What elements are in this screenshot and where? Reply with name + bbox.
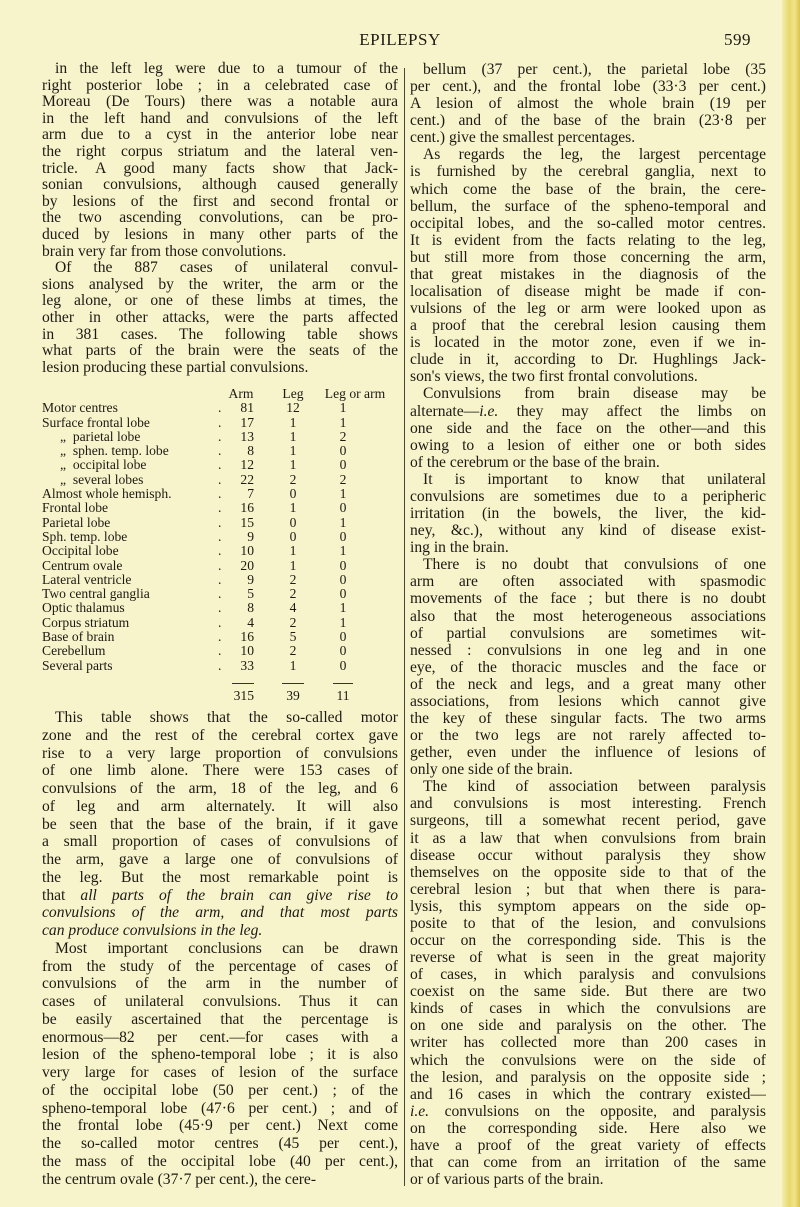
leg-or-arm-count: 1: [339, 486, 347, 502]
leg-or-arm-count: 1: [339, 600, 347, 616]
leader-dots: .: [218, 571, 222, 587]
table-row: [42, 444, 398, 458]
text-line: what parts of the brain were the seats of the: [42, 343, 398, 360]
total-rule-leg: [282, 683, 304, 684]
row-label: Surface frontal lobe: [42, 414, 150, 430]
arm-count: 9: [247, 571, 254, 587]
leg-count: 0: [289, 528, 297, 544]
row-label: „ occipital lobe: [60, 457, 147, 473]
text-line: the key of these singular facts. The two arms: [410, 709, 766, 727]
row-label: Parietal lobe: [42, 514, 111, 530]
leg-count: 12: [286, 400, 300, 416]
text-line: It is evident from the facts relating to the leg,: [410, 231, 766, 249]
leg-or-arm-count: 1: [339, 543, 347, 559]
arm-count: 7: [247, 486, 254, 502]
text-line: right posterior lobe ; in a celebrated case of: [42, 77, 398, 94]
arm-count: 4: [247, 614, 254, 630]
text-line: in the left hand and convulsions of the left: [42, 110, 398, 127]
text-line: enormous—82 per cent.—for cases with a: [42, 1028, 398, 1046]
text-line: This table shows that the so-called motor: [55, 709, 398, 726]
table-row: [42, 559, 398, 573]
text-line: leg alone, or one of these limbs at times, the: [42, 293, 398, 310]
text-line: but still more from those concerning the arm,: [410, 248, 766, 266]
text-line: of the neck and legs, and a great many other: [410, 675, 766, 693]
text-line: of cases, in which paralysis and convulsions: [410, 966, 766, 984]
text-line: Moreau (De Tours) there was a notable aura: [42, 94, 398, 111]
arm-count: 15: [240, 514, 254, 530]
table-row: [42, 616, 398, 630]
leg-count: 1: [289, 457, 297, 473]
leader-dots: .: [218, 500, 222, 516]
text-line: owing to a lesion of either one or both sides: [410, 436, 766, 454]
text-line: one side and the face on the other—and this: [410, 419, 766, 437]
row-label: Two central ganglia: [42, 586, 150, 602]
page-binding-edge: [782, 0, 800, 1207]
text-line: the frontal lobe (45·9 per cent.) Next come: [42, 1117, 398, 1135]
text-line: The kind of association between paralysis: [423, 778, 766, 796]
text-line: and convulsions is most interesting. French: [410, 795, 766, 813]
totals-rules: [42, 673, 398, 689]
italic-text: convulsions of the arm, and that most parts: [42, 904, 398, 922]
total-rule-either: [333, 683, 353, 684]
text-line: [42, 887, 398, 905]
table-row: [42, 416, 398, 430]
text-line: of one limb alone. There were 153 cases of: [42, 762, 398, 780]
leader-dots: .: [218, 643, 222, 659]
text-line: Of the 887 cases of unilateral convul-: [55, 260, 398, 277]
text-line: reverse of what is seen in the great majority: [410, 949, 766, 967]
text-line: sonian convulsions, although caused generally: [42, 177, 398, 194]
row-label: Base of brain: [42, 629, 115, 645]
row-label: Motor centres: [42, 400, 118, 416]
text-line: lesion producing these partial convulsions.: [42, 359, 309, 376]
leg-count: 2: [289, 614, 297, 630]
text-line: kinds of cases in which the convulsions are: [410, 1000, 766, 1018]
text-line: is furnished by the cerebral ganglia, next to: [410, 163, 766, 181]
table-header-row: [42, 387, 398, 401]
leg-count: 4: [289, 600, 297, 616]
text-line: irritation (in the bowels, the liver, the kid-: [410, 505, 766, 523]
row-label: Optic thalamus: [42, 600, 125, 616]
table-row: [42, 516, 398, 530]
text-line: of leg and arm alternately. It will also: [42, 797, 398, 815]
arm-count: 10: [240, 543, 254, 559]
leader-dots: .: [218, 543, 222, 559]
left-column-bottom-text: [42, 709, 398, 1188]
text-line: by lesions of the first and second frontal or: [42, 193, 398, 210]
leg-count: 1: [289, 543, 297, 559]
leg-or-arm-count: 1: [339, 514, 347, 530]
leader-dots: .: [218, 457, 222, 473]
text-line: themselves on the opposite side to that of the: [410, 863, 766, 881]
table-row: [42, 544, 398, 558]
left-column-top-text: [42, 61, 398, 376]
leg-or-arm-count: 0: [339, 500, 347, 516]
text-line: of partial convulsions are sometimes wit-: [410, 624, 766, 642]
total-rule-arm: [232, 683, 254, 684]
row-label: „ parietal lobe: [60, 428, 141, 444]
italic-text: i.e.: [410, 1102, 430, 1120]
text-line: it as a law that when convulsions from brain: [410, 829, 766, 847]
text-line: gether, even under the influence of lesions of: [410, 744, 766, 762]
text-line: nessed : convulsions in one leg and in one: [410, 641, 766, 659]
text-line: in 381 cases. The following table shows: [42, 326, 398, 343]
text-line: occur on the corresponding side. This is the: [410, 931, 766, 949]
text-line: on one side and paralysis on the other. The: [410, 1017, 766, 1035]
text-line: the lesion, and paralysis on the opposite side ;: [410, 1068, 766, 1086]
leg-or-arm-count: 0: [339, 457, 347, 473]
text-line: brain very far from those convolutions.: [42, 243, 287, 260]
leader-dots: .: [218, 629, 222, 645]
leader-dots: .: [218, 657, 222, 673]
text-line: from the study of the percentage of cases of: [42, 957, 398, 975]
text-line: lysis, this symptom appears on the side op-: [410, 897, 766, 915]
table-row: [42, 430, 398, 444]
table-row: [42, 630, 398, 644]
table-row: [42, 587, 398, 601]
leg-or-arm-count: 1: [339, 400, 347, 416]
row-label: Corpus striatum: [42, 614, 130, 630]
text-line: of the cerebrum or the base of the brain.: [410, 453, 660, 471]
arm-count: 81: [240, 400, 254, 416]
text-line: have a proof of the great variety of effects: [410, 1136, 766, 1154]
leader-dots: .: [218, 586, 222, 602]
text-line: the right corpus striatum and the lateral ven-: [42, 143, 398, 160]
text-line: the leg. But the most remarkable point is: [42, 868, 398, 886]
leg-or-arm-count: 0: [339, 443, 347, 459]
leg-count: 1: [289, 657, 297, 673]
leg-count: 1: [289, 428, 297, 444]
text-line: eye, of the thoracic muscles and the face or: [410, 658, 766, 676]
totals-row: [42, 689, 398, 703]
text-segment: alternate—: [410, 402, 480, 420]
leader-dots: .: [218, 400, 222, 416]
text-line: ney, &c.), without any kind of disease exist-: [410, 522, 766, 540]
text-line: lesion of the spheno-temporal lobe ; it is also: [42, 1046, 398, 1064]
text-line: in the left leg were due to a tumour of the: [55, 61, 398, 77]
text-line: It is important to know that unilateral: [423, 470, 766, 488]
arm-count: 9: [247, 528, 254, 544]
arm-count: 13: [240, 428, 254, 444]
text-line: [410, 403, 766, 420]
table-row: [42, 458, 398, 472]
arm-count: 12: [240, 457, 254, 473]
arm-count: 8: [247, 600, 254, 616]
leg-or-arm-count: 0: [339, 643, 347, 659]
column-header-leg: Leg: [282, 386, 304, 401]
text-line: very large for cases of lesion of the surface: [42, 1064, 398, 1081]
italic-text: can produce convulsions in the leg.: [42, 922, 263, 939]
arm-count: 10: [240, 643, 254, 659]
text-line: posite to that of the lesion, and convulsions: [410, 914, 766, 932]
table-row: [42, 487, 398, 501]
leg-count: 2: [289, 586, 297, 602]
row-label: Almost whole hemisph.: [42, 486, 172, 502]
table-row: [42, 473, 398, 487]
text-line: or of various parts of the brain.: [410, 1171, 604, 1189]
leader-dots: .: [218, 414, 222, 430]
text-line: son's views, the two first frontal convolutions.: [410, 368, 698, 386]
text-line: the so-called motor centres (45 per cent.),: [42, 1135, 398, 1152]
text-line: a small proportion of cases of convulsions of: [42, 833, 398, 851]
text-line: of the occipital lobe (50 per cent.) ; of the: [42, 1081, 398, 1099]
text-line: As regards the leg, the largest percentage: [423, 146, 766, 164]
text-line: clude in it, according to Dr. Hughlings Jack-: [410, 351, 766, 369]
text-line: There is no doubt that convulsions of one: [423, 556, 766, 574]
text-line: on the corresponding side. Here also we: [410, 1119, 766, 1137]
leg-or-arm-count: 0: [339, 571, 347, 587]
column-header-leg-or-arm: Leg or arm: [324, 386, 386, 401]
italic-text: i.e.: [479, 402, 499, 420]
text-line: which the convulsions were on the side of: [410, 1051, 766, 1069]
text-line: be easily ascertained that the percentage is: [42, 1010, 398, 1028]
leg-or-arm-count: 0: [339, 528, 347, 544]
text-line: is located in the motor zone, even if we in-: [410, 334, 766, 352]
row-label: Cerebellum: [42, 643, 106, 659]
text-line: a proof that the cerebral lesion causing them: [410, 317, 766, 335]
text-line: the arm, gave a large one of convulsions of: [42, 851, 398, 868]
leg-count: 0: [289, 514, 297, 530]
leg-or-arm-count: 0: [339, 657, 347, 673]
leg-or-arm-count: 0: [339, 586, 347, 602]
arm-count: 16: [240, 500, 254, 516]
text-line: surgeons, till a somewhat recent period, gave: [410, 812, 766, 830]
leg-count: 1: [289, 414, 297, 430]
leg-count: 2: [289, 643, 297, 659]
table-row: [42, 530, 398, 544]
text-line: [410, 1103, 766, 1120]
text-line: convulsions are sometimes due to a peripheric: [410, 487, 766, 505]
text-line: arm are often associated with spasmodic: [410, 573, 766, 591]
text-line: [42, 922, 398, 940]
text-line: per cent.), and the frontal lobe (33·3 per cent.): [410, 78, 766, 96]
leg-count: 2: [289, 471, 297, 487]
leader-dots: .: [218, 471, 222, 487]
leg-count: 2: [289, 571, 297, 587]
text-line: cent.) and of the base of the brain (23·8 per: [410, 112, 766, 130]
table-row: [42, 644, 398, 658]
text-line: other in other attacks, were the parts affected: [42, 309, 398, 326]
text-line: convulsions of the arm in the number of: [42, 975, 398, 993]
text-line: rise to a very large proportion of convulsions: [42, 744, 398, 762]
arm-count: 20: [240, 557, 254, 573]
text-segment: convulsions on the opposite, and paralysis: [429, 1102, 766, 1120]
arm-count: 22: [240, 471, 254, 487]
text-line: cerebral lesion ; but that when there is para-: [410, 880, 766, 898]
text-line: that can come from an irritation of the same: [410, 1154, 766, 1171]
text-line: vulsions of the leg or arm were looked upon as: [410, 300, 766, 318]
table-row: [42, 601, 398, 615]
column-header-arm: Arm: [228, 386, 254, 401]
text-segment: that: [42, 886, 81, 904]
text-line: zone and the rest of the cerebral cortex gave: [42, 726, 398, 744]
arm-count: 33: [240, 657, 254, 673]
leg-or-arm-count: 1: [339, 414, 347, 430]
row-label: Several parts: [42, 657, 113, 673]
text-line: movements of the face ; but there is no doubt: [410, 590, 766, 608]
table-body: [42, 401, 398, 673]
text-line: duced by lesions in many other parts of the: [42, 226, 398, 243]
text-line: convulsions of the arm, 18 of the leg, and 6: [42, 780, 398, 797]
row-label: Sph. temp. lobe: [42, 528, 128, 544]
text-line: occipital lobes, and the so-called motor centres.: [410, 214, 766, 232]
text-line: or the two legs are not rarely affected to-: [410, 727, 766, 745]
right-column-text: [410, 61, 766, 1188]
text-line: the centrum ovale (37·7 per cent.), the cere-: [42, 1170, 317, 1188]
arm-count: 16: [240, 629, 254, 645]
row-label: „ several lobes: [60, 471, 144, 487]
running-title: EPILEPSY: [359, 30, 441, 49]
leader-dots: .: [218, 528, 222, 544]
text-line: Most important conclusions can be drawn: [55, 939, 398, 957]
italic-text: all parts of the brain can give rise to: [80, 886, 398, 904]
page-number: 599: [724, 30, 751, 49]
text-line: the mass of the occipital lobe (40 per cent.),: [42, 1152, 398, 1170]
table-row: [42, 573, 398, 587]
text-line: arm due to a cyst in the anterior lobe near: [42, 127, 398, 144]
text-line: localisation of disease might be made if con-: [410, 283, 766, 301]
text-line: ing in the brain.: [410, 539, 509, 557]
row-label: Occipital lobe: [42, 543, 119, 559]
text-line: spheno-temporal lobe (47·6 per cent.) ; and of: [42, 1099, 398, 1117]
text-line: [42, 904, 398, 922]
table-row: [42, 501, 398, 515]
text-line: coexist on the same side. But there are two: [410, 983, 766, 1001]
text-line: also that the most heterogeneous associations: [410, 607, 766, 625]
text-line: tricle. A good many facts show that Jack-: [42, 160, 398, 177]
text-line: cases of unilateral convulsions. Thus it can: [42, 993, 398, 1010]
row-label: Lateral ventricle: [42, 571, 132, 587]
text-line: disease occur without paralysis they show: [410, 846, 766, 864]
leader-dots: .: [218, 486, 222, 502]
arm-count: 8: [247, 443, 254, 459]
leg-or-arm-count: 0: [339, 629, 347, 645]
arm-count: 5: [247, 586, 254, 602]
text-line: associations, from lesions which cannot give: [410, 692, 766, 710]
leg-or-arm-count: 2: [339, 471, 347, 487]
leg-count: 1: [289, 557, 297, 573]
table-row: [42, 401, 398, 415]
text-line: be seen that the base of the brain, if it gave: [42, 815, 398, 833]
row-label: Centrum ovale: [42, 557, 123, 573]
total-arm: 315: [233, 687, 254, 703]
total-leg-or-arm: 11: [336, 687, 350, 703]
column-divider: [404, 68, 405, 1186]
text-line: cent.) give the smallest percentages.: [410, 129, 636, 147]
leg-count: 0: [289, 486, 297, 502]
leg-or-arm-count: 1: [339, 614, 347, 630]
text-line: and 16 cases in which the contrary existed—: [410, 1085, 766, 1103]
leg-count: 1: [289, 500, 297, 516]
total-leg: 39: [286, 687, 300, 703]
text-line: which come the base of the brain, the cere-: [410, 180, 766, 198]
leader-dots: .: [218, 514, 222, 530]
leader-dots: .: [218, 443, 222, 459]
leg-count: 5: [289, 629, 297, 645]
text-line: that great mistakes in the diagnosis of the: [410, 265, 766, 283]
text-line: bellum, the surface of the spheno-temporal and: [410, 197, 766, 215]
text-line: writer has collected more than 200 cases in: [410, 1034, 766, 1052]
leader-dots: .: [218, 557, 222, 573]
text-line: Convulsions from brain disease may be: [423, 385, 766, 403]
row-label: Frontal lobe: [42, 500, 109, 516]
leg-count: 1: [289, 443, 297, 459]
text-line: sions analysed by the writer, the arm or the: [42, 276, 398, 293]
row-label: „ sphen. temp. lobe: [60, 443, 169, 459]
arm-count: 17: [240, 414, 254, 430]
text-segment: they may affect the limbs on: [498, 402, 766, 420]
leader-dots: .: [218, 428, 222, 444]
text-line: A lesion of almost the whole brain (19 per: [410, 95, 766, 113]
text-line: the two ascending convolutions, can be pro-: [42, 210, 398, 227]
table-row: [42, 659, 398, 673]
leg-or-arm-count: 0: [339, 557, 347, 573]
leg-or-arm-count: 2: [339, 428, 347, 444]
text-line: bellum (37 per cent.), the parietal lobe (35: [423, 61, 766, 78]
leader-dots: .: [218, 614, 222, 630]
text-line: only one side of the brain.: [410, 761, 573, 779]
lesion-convulsion-table: [42, 387, 398, 703]
leader-dots: .: [218, 600, 222, 616]
